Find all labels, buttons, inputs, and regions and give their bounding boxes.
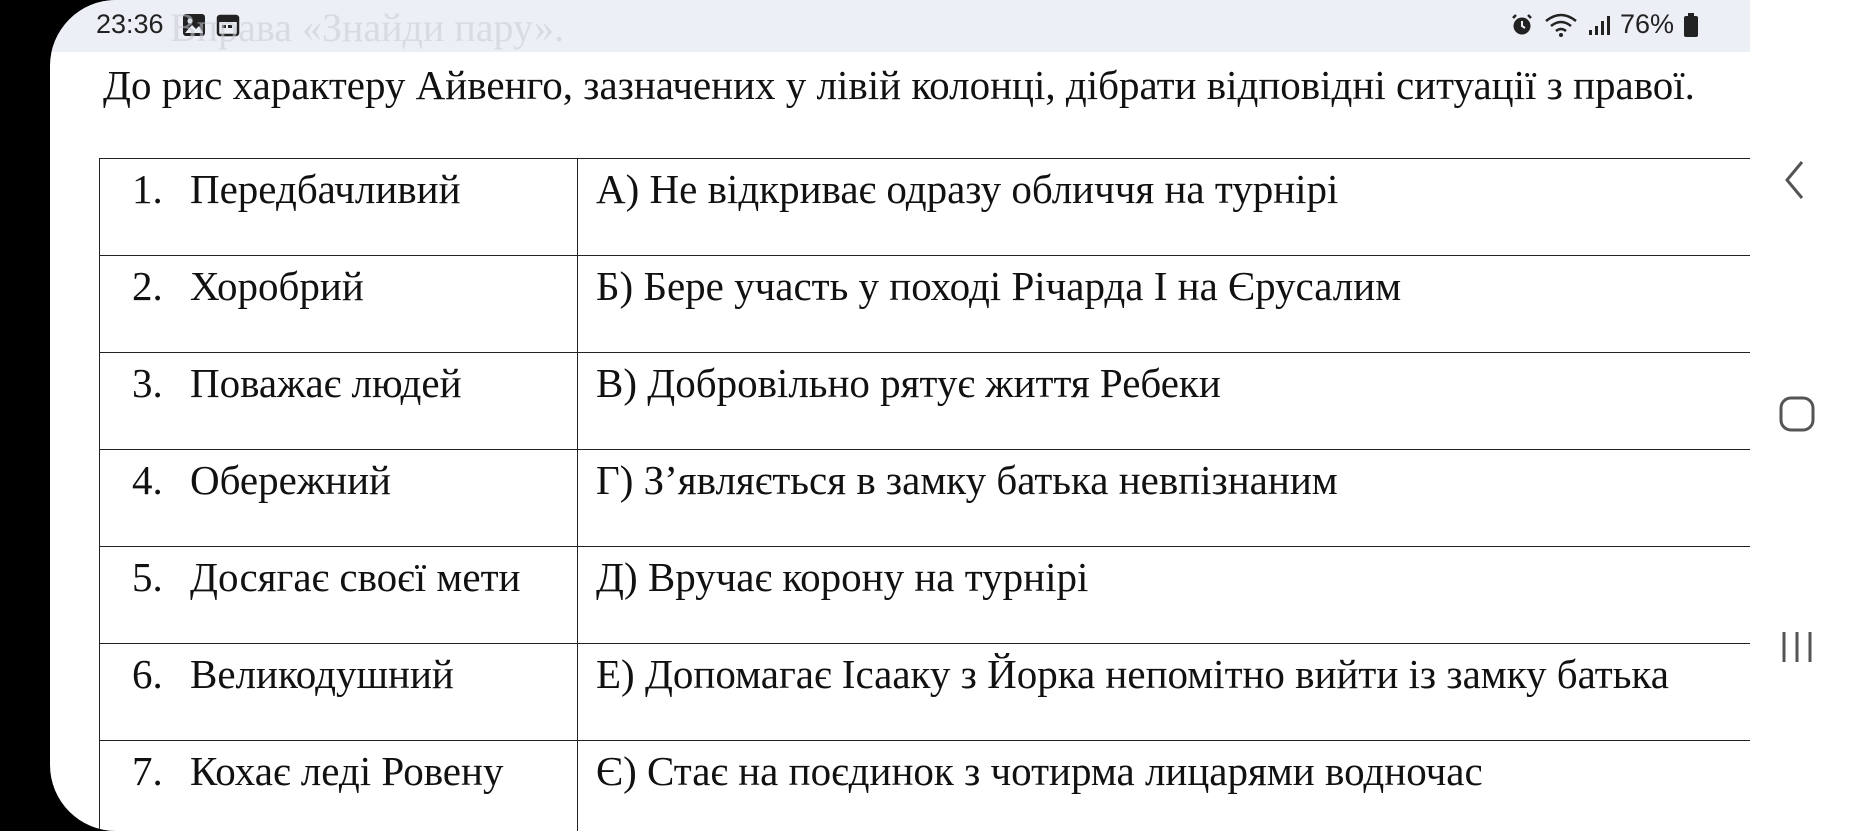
situation-cell: Д) Вручає корону на турнірі [578,547,1803,644]
trait-label: Кохає леді Ровену [190,748,504,794]
table-row [100,159,1803,256]
trait-label: Передбачливий [190,166,461,212]
wifi-icon [1544,12,1578,38]
situation-cell: Е) Допомагає Ісааку з Йорка непомітно вийти із замку батька [578,644,1803,741]
home-icon[interactable] [1778,395,1816,433]
navigation-bar [1750,0,1852,831]
trait-cell [100,547,578,644]
table-row [100,741,1803,831]
row-number: 5. [132,554,163,600]
table-row [100,353,1803,450]
situation-cell: В) Добровільно рятує життя Ребеки [578,353,1803,450]
situation-cell: Г) З’являється в замку батька невпізнаним [578,450,1803,547]
trait-cell [100,741,578,831]
situation-cell: Б) Бере участь у поході Річарда І на Єрусалим [578,256,1803,353]
row-number: 4. [132,457,163,503]
table-row [100,450,1803,547]
trait-cell [100,159,578,256]
trait-label: Досягає своєї мети [190,554,521,600]
status-right [1510,9,1698,40]
screen-page [50,0,1802,831]
instruction-text: До рис характеру Айвенго, зазначених у лівій колонці, дібрати відповідні ситуації з правої. [103,62,1695,108]
trait-label: Хоробрий [190,263,364,309]
trait-cell [100,256,578,353]
table-row [100,256,1803,353]
row-number: 7. [132,748,163,794]
table-row [100,547,1803,644]
trait-cell [100,450,578,547]
ghost-heading: Вправа «Знайди пару». [170,5,564,50]
table-row [100,644,1803,741]
row-number: 3. [132,360,163,406]
matching-table [99,158,1802,831]
alarm-icon [1510,13,1534,37]
row-number: 2. [132,263,163,309]
row-number: 1. [132,166,163,212]
situation-cell: Є) Стає на поєдинок з чотирма лицарями водночас [578,741,1803,831]
battery-percent: 76% [1619,9,1674,39]
trait-label: Обережний [190,457,391,503]
trait-label: Поважає людей [190,360,462,406]
situation-cell: А) Не відкриває одразу обличчя на турнірі [578,159,1803,256]
battery-icon [1684,13,1698,37]
row-number: 6. [132,651,163,697]
trait-cell [100,353,578,450]
status-time: 23:36 [96,9,164,39]
recents-icon[interactable] [1780,628,1814,666]
back-icon[interactable] [1782,158,1808,202]
signal-icon [1588,14,1610,36]
trait-label: Великодушний [190,651,454,697]
trait-cell [100,644,578,741]
